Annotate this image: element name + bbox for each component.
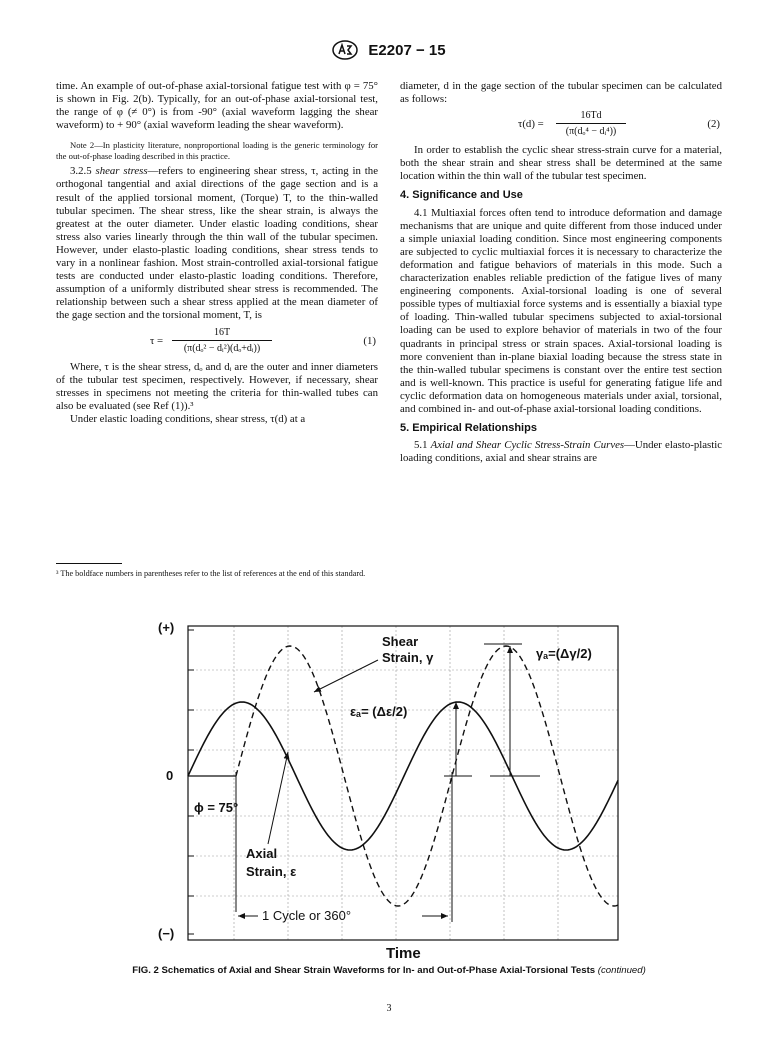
shear-label-line2: Strain, γ (382, 650, 434, 665)
eq1-denominator: (π(dₒ² − dᵢ²)(dₒ+dᵢ)) (183, 342, 261, 354)
axial-strain-waveform (188, 702, 618, 850)
page-number: 3 (386, 1003, 392, 1014)
right-column (400, 80, 722, 465)
paragraph-time: time. An example of out-of-phase axial-torsional fatigue test with φ = 75° is shown in Fig. 2(b). Typically, for an out-of-phase axial-torsional test, the range of φ (≠ 0°) is from -90° (axial waveform lagging the shear waveform) to + 90° (axial waveform leading the shear waveform). (56, 80, 378, 132)
paragraph-elastic: Under elastic loading conditions, shear stress, τ(d) at a (70, 412, 306, 425)
footnote-divider (56, 563, 122, 564)
section-3-2-5 (56, 165, 378, 322)
section-5-1 (400, 439, 722, 465)
standard-designation: E2207 − 15 (368, 41, 446, 59)
eq1-number: (1) (363, 334, 376, 347)
eq2-fraction (556, 109, 626, 138)
eps-amplitude-label: εₐ= (Δε/2) (350, 704, 408, 719)
eq1-fraction (172, 326, 272, 355)
paragraph-order: In order to establish the cyclic shear stress-strain curve for a material, both the shear strain and shear stress shall be determined at the same location within the thin wall of the tubular test specimen. (400, 144, 722, 183)
grid (188, 626, 618, 940)
page-header (0, 40, 778, 60)
shear-label-arrow (314, 660, 378, 692)
axial-label-line1: Axial (246, 846, 278, 861)
caption-continued: (continued) (597, 965, 646, 976)
heading-section-4: 4. Significance and Use (400, 189, 523, 202)
heading-section-5: 5. Empirical Relationships (400, 422, 537, 435)
y-label-minus: (−) (158, 926, 175, 941)
paragraph-diameter: diameter, d in the gage section of the tubular specimen can be calculated as follows: (400, 80, 722, 106)
section-title: Axial and Shear Cyclic Stress-Strain Curves (430, 439, 625, 452)
note-label: Note 2 (70, 140, 95, 151)
shear-label-line1: Shear (382, 634, 419, 649)
cycle-label: 1 Cycle or 360° (262, 908, 352, 923)
eq2-numerator: 16Td (556, 109, 626, 124)
astm-logo-icon (332, 40, 358, 60)
equation-2 (400, 109, 722, 141)
caption-main: FIG. 2 Schematics of Axial and Shear Strain Waveforms for In- and Out-of-Phase Axial-Torsional Tests (132, 965, 596, 976)
eq2-number: (2) (707, 118, 720, 131)
plot-frame (188, 626, 618, 940)
section-text: —Under elasto-plastic loading conditions, axial and shear strains are (400, 439, 722, 465)
eq2-lhs: τ(d) = (518, 118, 544, 131)
y-label-zero: 0 (166, 768, 174, 783)
equation-1 (56, 326, 378, 358)
phase-angle-label: ϕ = 75° (194, 800, 239, 815)
x-axis-label: Time (386, 945, 421, 962)
eq1-numerator: 16T (172, 326, 272, 341)
eq1-lhs: τ = (150, 334, 164, 347)
note-2 (56, 140, 378, 161)
section-number: 3.2.5 (70, 165, 92, 178)
axial-label-arrow (268, 752, 288, 844)
note-text: —In plasticity literature, nonproportional loading is the generic terminology for the out-of-phase loading described in this practice. (56, 140, 379, 161)
axial-label-line2: Strain, ε (246, 864, 297, 879)
section-term: shear stress (95, 165, 148, 178)
section-text: —refers to engineering shear stress, τ, acting in the orthogonal tangential and axial directions of the gage section and is a result of the applied torsional moment, (Torque) T, to the thin-walled tubular specimen. The shear stress, like the shear strain, is always the greatest at the outer diameter. Under elastic loading conditions, shear stress also varies linearly through the thin wall of the tubular specimen. However, under elasto-plastic loading conditions, shear stress tends to vary in a nonlinear fashion. Most strain-controlled axial-torsional fatigue tests are conducted under elasto-plastic loading conditions. Therefore, assumption of a uniformly distributed shear stress is recommended. The relationship between such a shear stress applied at the mean diameter of the gage section and the torsional moment, T, is (56, 165, 378, 322)
y-label-plus: (+) (158, 620, 175, 635)
left-column (56, 80, 378, 426)
section-4-1: 4.1 Multiaxial forces often tend to introduce deformation and damage mechanisms that are unique and quite different from those induced under a simple uniaxial loading condition. Since most engineering components are subjected to cyclic multiaxial forces it is necessary to characterize the deformation and fatigue behaviors of materials in this mode. Such a characterization enables reliable prediction of the fatigue lives of many engineering components. Axial-torsional loading is one of several possible types of multiaxial force systems and is essentially a biaxial type of loading. Thin-walled tubular specimens subjected to axial-torsional loading can be used to explore behavior of materials in two of the four quadrants in principal stress or strain spaces. Axial-torsional loading is more convenient than in-plane biaxial loading because the stress state in the thin-walled tubular specimens is constant over the entire test section and is well-known. This practice is useful for generating fatigue life and cyclic deformation data on homogeneous materials under axial, torsional, and combined in- and out-of-phase axial-torsional loading conditions. (400, 206, 722, 415)
gamma-amplitude-label: γₐ=(Δγ/2) (536, 646, 592, 661)
footnote: ³ The boldface numbers in parentheses refer to the list of references at the end of this standard. (56, 569, 366, 578)
figure-caption (0, 965, 778, 976)
paragraph-where: Where, τ is the shear stress, dₒ and dᵢ are the outer and inner diameters of the tubular test specimen, respectively. However, if necessary, shear stresses in specimens not meeting the criteria for thin-walled tubes can also be evaluated (see Ref (1)).³ (56, 360, 378, 412)
section-number: 5.1 (414, 439, 428, 452)
eq2-denominator: (π(dₒ⁴ − dᵢ⁴)) (565, 126, 617, 138)
strain-waveform-figure (150, 612, 630, 968)
y-ticks (188, 630, 194, 934)
